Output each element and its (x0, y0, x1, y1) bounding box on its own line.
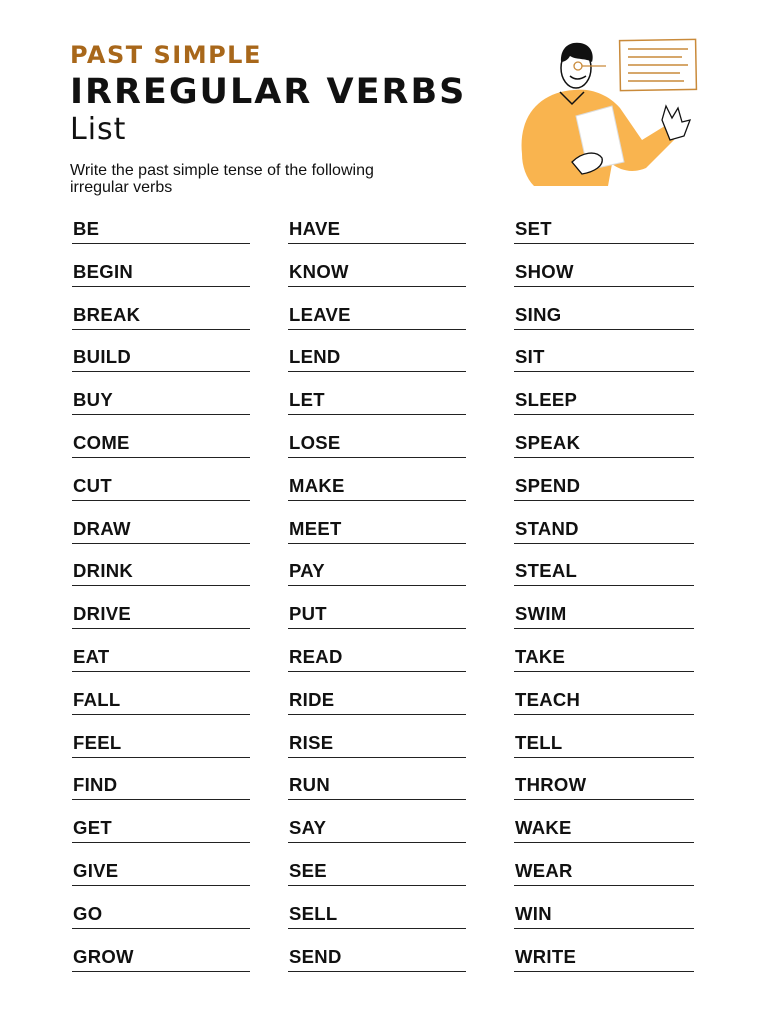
answer-line[interactable] (514, 371, 694, 372)
answer-line[interactable] (288, 842, 466, 843)
verb-label: COME (73, 431, 130, 453)
teacher-illustration-icon (512, 36, 702, 192)
verb-label: FEEL (73, 731, 122, 753)
answer-line[interactable] (72, 885, 250, 886)
verb-row (514, 300, 694, 343)
verb-label: PUT (289, 603, 327, 625)
answer-line[interactable] (72, 543, 250, 544)
verb-row (514, 599, 694, 642)
verb-label: SAY (289, 817, 327, 839)
verb-label: RIDE (289, 688, 335, 710)
verb-row (72, 642, 250, 685)
verb-label: TELL (515, 731, 563, 753)
page-title: IRREGULAR VERBS (70, 72, 467, 112)
verb-label: WEAR (515, 859, 573, 881)
verb-label: TAKE (515, 645, 566, 667)
answer-line[interactable] (72, 414, 250, 415)
verb-row (72, 514, 250, 557)
verb-label: TEACH (515, 688, 581, 710)
answer-line[interactable] (288, 243, 466, 244)
verb-label: EAT (73, 645, 110, 667)
verb-row (514, 899, 694, 942)
verb-label: HAVE (289, 218, 341, 239)
verb-row (288, 428, 466, 471)
verb-row (288, 728, 466, 771)
verb-row (514, 813, 694, 856)
verb-column-1 (72, 214, 250, 984)
verb-row (514, 642, 694, 685)
answer-line[interactable] (288, 371, 466, 372)
verb-row (514, 257, 694, 300)
verb-label: SPEND (515, 474, 581, 496)
verb-label: MEET (289, 517, 342, 539)
verb-row (514, 214, 694, 257)
verb-row (72, 685, 250, 728)
verb-label: GIVE (73, 859, 119, 881)
verb-label: RUN (289, 774, 330, 796)
answer-line[interactable] (72, 714, 250, 715)
verb-row (288, 642, 466, 685)
verb-label: WRITE (515, 945, 577, 967)
answer-line[interactable] (288, 928, 466, 929)
verb-label: THROW (515, 774, 587, 796)
answer-line[interactable] (72, 457, 250, 458)
verb-label: LOSE (289, 431, 341, 453)
answer-line[interactable] (72, 971, 250, 972)
verb-label: KNOW (289, 260, 349, 282)
answer-line[interactable] (514, 671, 694, 672)
kicker-title: PAST SIMPLE (70, 41, 262, 69)
answer-line[interactable] (72, 585, 250, 586)
verb-row (514, 685, 694, 728)
verb-row (72, 899, 250, 942)
answer-line[interactable] (288, 885, 466, 886)
verb-label: GO (73, 902, 103, 924)
answer-line[interactable] (514, 714, 694, 715)
verb-label: BREAK (73, 303, 141, 325)
verb-row (72, 556, 250, 599)
answer-line[interactable] (72, 500, 250, 501)
verb-row (288, 685, 466, 728)
answer-line[interactable] (288, 329, 466, 330)
verb-label: SWIM (515, 603, 567, 625)
verb-label: SING (515, 303, 562, 325)
verb-label: BEGIN (73, 260, 134, 282)
verb-column-3 (514, 214, 694, 984)
verb-label: BUILD (73, 346, 132, 368)
answer-line[interactable] (72, 243, 250, 244)
answer-line[interactable] (514, 414, 694, 415)
verb-label: SEND (289, 945, 342, 967)
verb-row (288, 257, 466, 300)
verb-row (514, 942, 694, 985)
answer-line[interactable] (514, 243, 694, 244)
answer-line[interactable] (72, 371, 250, 372)
verb-label: WIN (515, 902, 552, 924)
answer-line[interactable] (514, 628, 694, 629)
verb-row (514, 428, 694, 471)
verb-label: LEAVE (289, 303, 351, 325)
answer-line[interactable] (288, 585, 466, 586)
verb-label: SHOW (515, 260, 574, 282)
verb-row (514, 385, 694, 428)
answer-line[interactable] (72, 329, 250, 330)
answer-line[interactable] (288, 671, 466, 672)
verb-row (514, 342, 694, 385)
answer-line[interactable] (288, 500, 466, 501)
answer-line[interactable] (514, 799, 694, 800)
verb-label: DRIVE (73, 603, 132, 625)
answer-line[interactable] (288, 414, 466, 415)
worksheet-header (70, 40, 466, 148)
verb-row (514, 728, 694, 771)
verb-label: GET (73, 817, 112, 839)
answer-line[interactable] (514, 842, 694, 843)
answer-line[interactable] (288, 628, 466, 629)
verb-label: SPEAK (515, 431, 581, 453)
verb-column-2 (288, 214, 466, 984)
verb-row (288, 770, 466, 813)
verb-row (288, 342, 466, 385)
verb-label: DRAW (73, 517, 131, 539)
verb-label: SET (515, 218, 552, 239)
verb-row (72, 471, 250, 514)
verb-label: DRINK (73, 560, 134, 582)
answer-line[interactable] (514, 928, 694, 929)
verb-label: RISE (289, 731, 334, 753)
verb-label: GROW (73, 945, 134, 967)
answer-line[interactable] (288, 543, 466, 544)
verb-row (72, 385, 250, 428)
verb-label: MAKE (289, 474, 345, 496)
verb-row (288, 899, 466, 942)
verb-label: WAKE (515, 817, 572, 839)
instructions-text: Write the past simple tense of the following irregular verbs (70, 162, 374, 196)
answer-line[interactable] (514, 585, 694, 586)
verb-row (288, 471, 466, 514)
verb-label: BE (73, 218, 100, 239)
verb-row (288, 599, 466, 642)
answer-line[interactable] (72, 671, 250, 672)
verb-row (72, 813, 250, 856)
verb-row (288, 214, 466, 257)
verb-row (514, 514, 694, 557)
answer-line[interactable] (514, 286, 694, 287)
answer-line[interactable] (514, 757, 694, 758)
verb-label: STAND (515, 517, 579, 539)
answer-line[interactable] (288, 971, 466, 972)
answer-line[interactable] (72, 928, 250, 929)
answer-line[interactable] (72, 757, 250, 758)
page-subtitle: List (70, 112, 127, 147)
verb-row (72, 856, 250, 899)
verb-label: FIND (73, 774, 118, 796)
answer-line[interactable] (288, 457, 466, 458)
verb-row (72, 599, 250, 642)
verb-label: SEE (289, 859, 327, 881)
verb-row (288, 813, 466, 856)
verb-label: PAY (289, 560, 325, 582)
answer-line[interactable] (514, 971, 694, 972)
verb-row (514, 471, 694, 514)
verb-row (72, 257, 250, 300)
verb-row (72, 770, 250, 813)
verb-row (288, 385, 466, 428)
answer-line[interactable] (514, 885, 694, 886)
verb-row (288, 856, 466, 899)
answer-line[interactable] (288, 757, 466, 758)
verb-row (72, 942, 250, 985)
answer-line[interactable] (288, 286, 466, 287)
answer-line[interactable] (72, 799, 250, 800)
verb-label: CUT (73, 474, 112, 496)
verb-label: STEAL (515, 560, 578, 582)
verb-row (514, 556, 694, 599)
verb-label: SIT (515, 346, 545, 368)
verb-label: READ (289, 645, 343, 667)
verb-row (72, 342, 250, 385)
verb-row (288, 514, 466, 557)
answer-line[interactable] (288, 714, 466, 715)
verb-label: SELL (289, 902, 338, 924)
answer-line[interactable] (72, 286, 250, 287)
verb-row (288, 300, 466, 343)
verb-label: LEND (289, 346, 341, 368)
verb-label: SLEEP (515, 389, 578, 411)
verb-row (72, 428, 250, 471)
answer-line[interactable] (288, 799, 466, 800)
answer-line[interactable] (514, 457, 694, 458)
verb-row (72, 728, 250, 771)
verb-row (288, 556, 466, 599)
answer-line[interactable] (514, 329, 694, 330)
answer-line[interactable] (72, 842, 250, 843)
answer-line[interactable] (514, 500, 694, 501)
verb-label: LET (289, 389, 325, 411)
verb-label: FALL (73, 688, 121, 710)
verb-row (72, 214, 250, 257)
verb-row (514, 856, 694, 899)
verb-row (514, 770, 694, 813)
answer-line[interactable] (72, 628, 250, 629)
verb-row (72, 300, 250, 343)
verb-label: BUY (73, 389, 113, 411)
verb-row (288, 942, 466, 985)
answer-line[interactable] (514, 543, 694, 544)
